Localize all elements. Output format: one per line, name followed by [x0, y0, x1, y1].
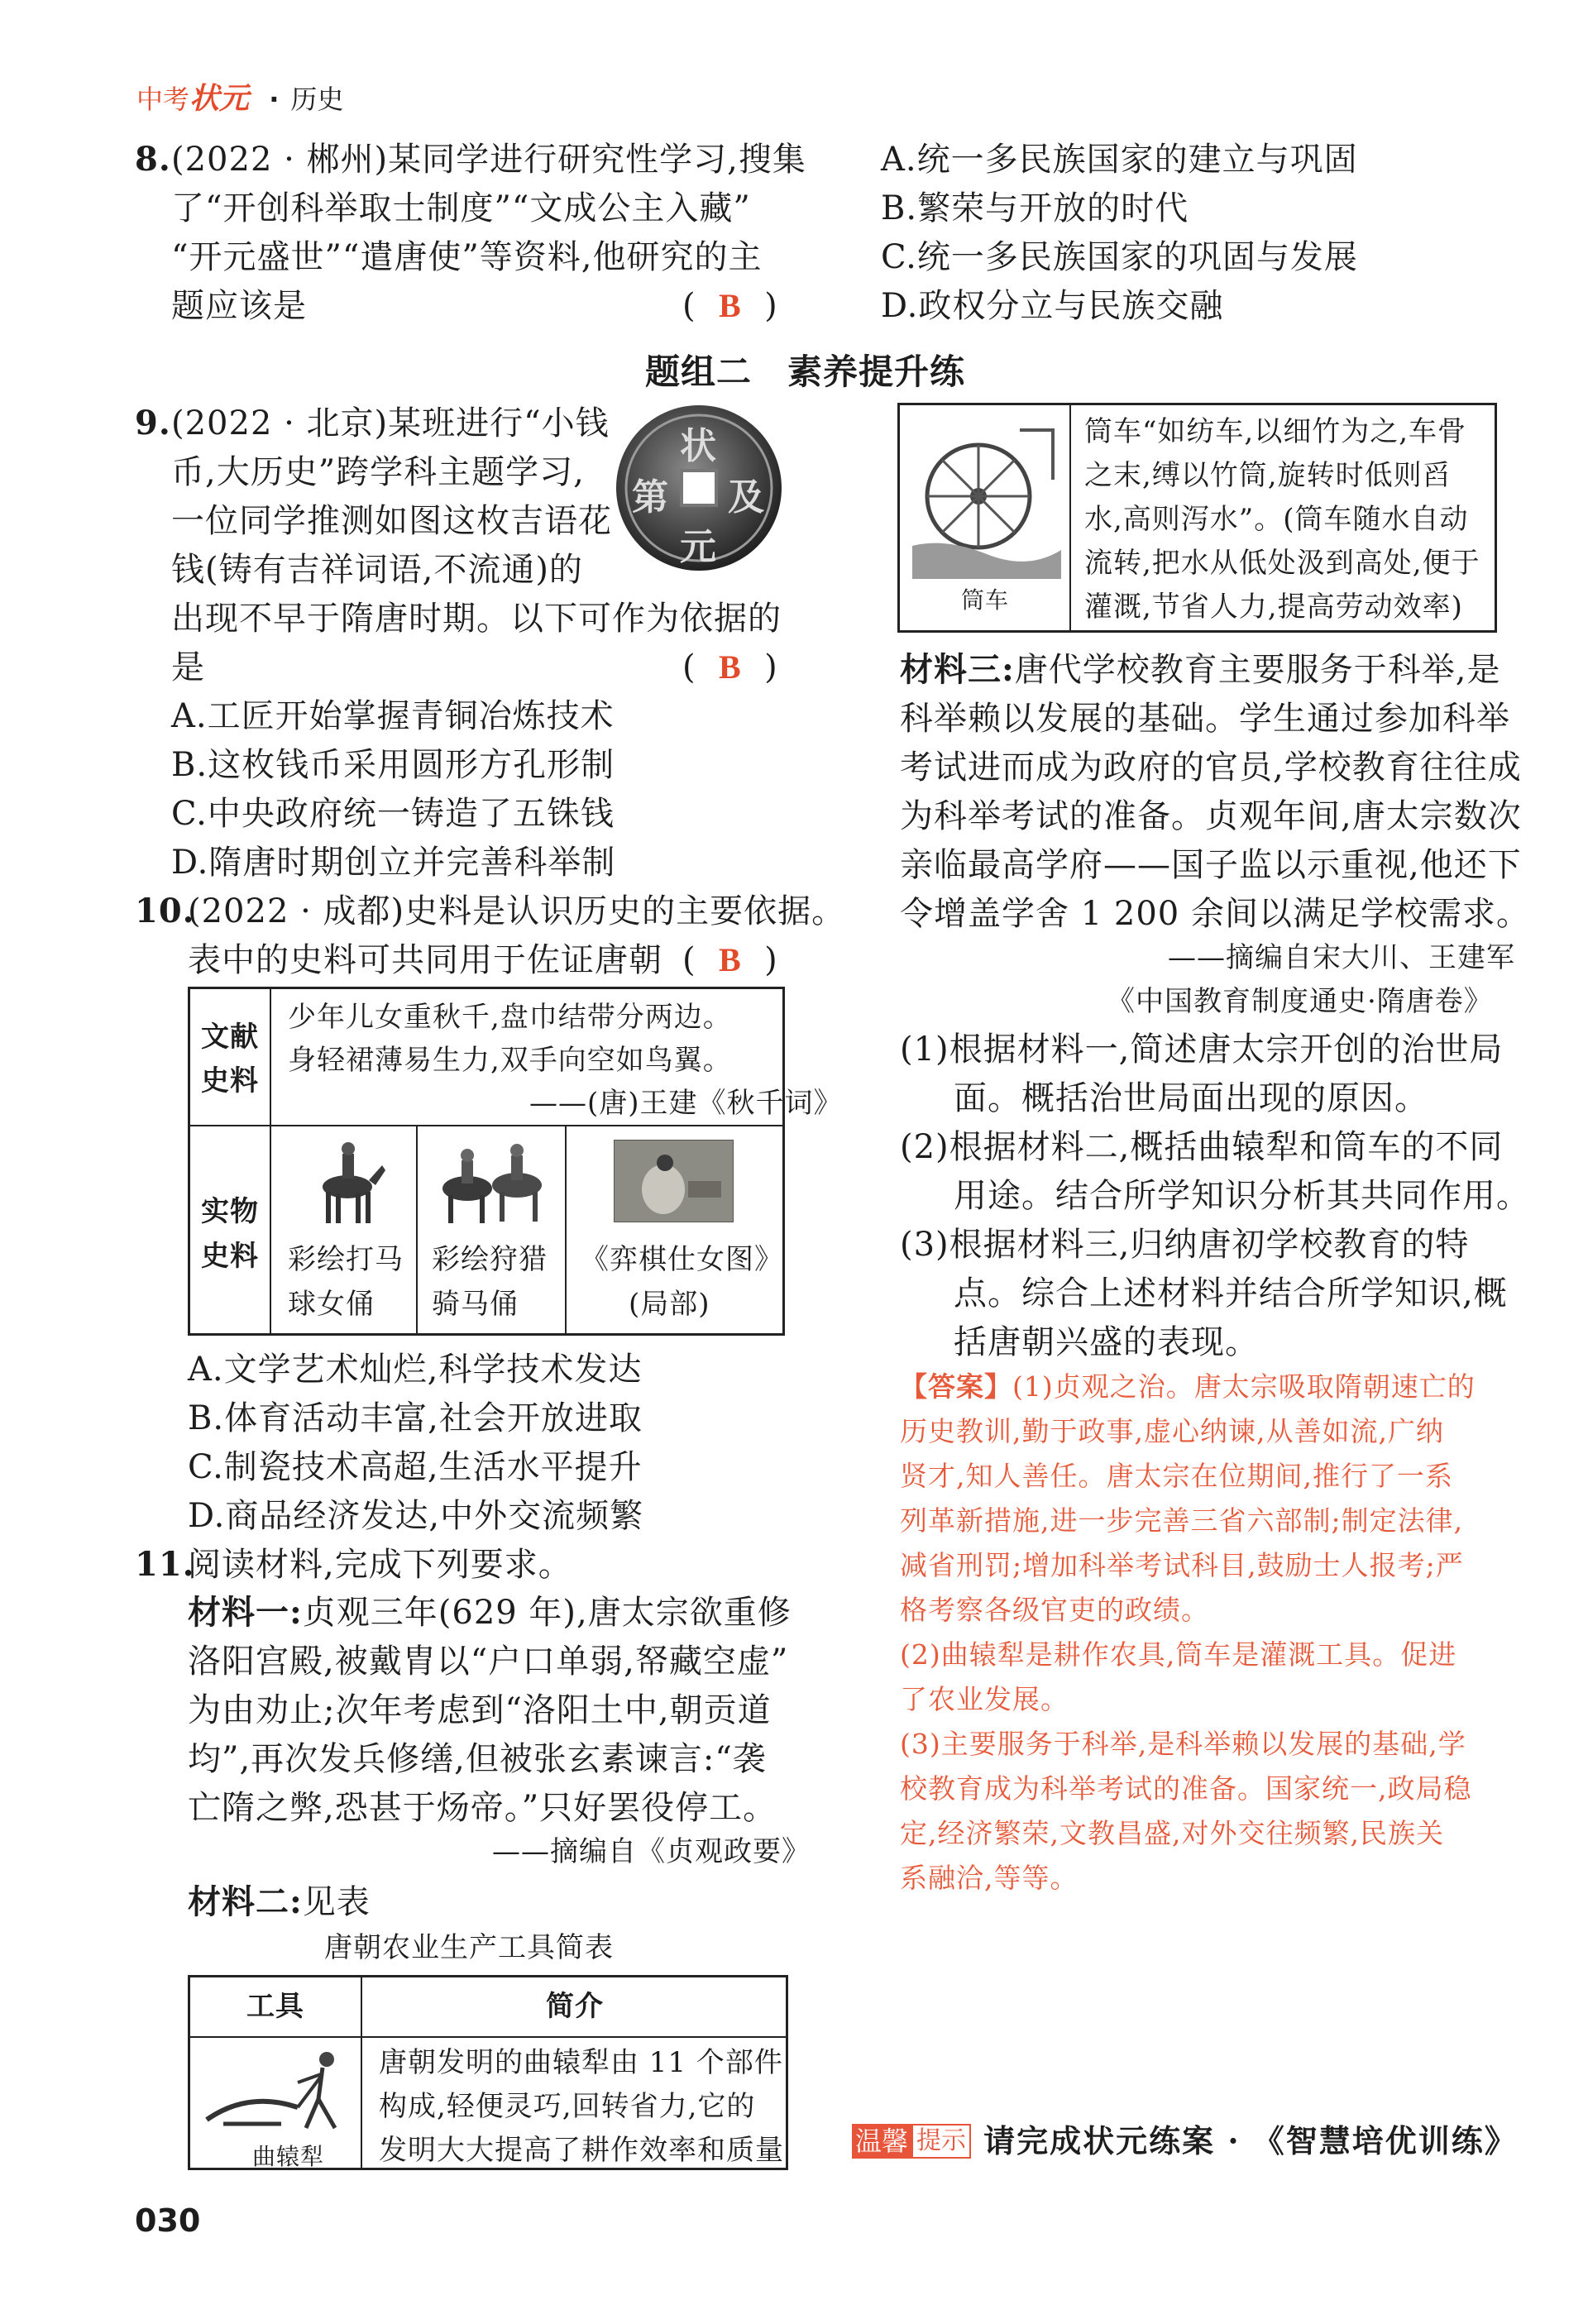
q11-answer-line-6: 格考察各级官吏的政绩。 [900, 1594, 1209, 1626]
q10-answer-bracket: ( B ) [682, 941, 778, 979]
q9-answer-bracket: ( B ) [682, 648, 778, 686]
q10-row2-label-2: 史料 [201, 1240, 259, 1273]
q10-row1-label-2: 史料 [201, 1064, 259, 1097]
q10-poem-line-1: 少年儿女重秋千,盘巾结带分两边。 [288, 1001, 732, 1034]
q11-m2-line [188, 1882, 371, 1921]
q9-number: 9. [135, 404, 171, 442]
q8-option-d: D.政权分立与民族交融 [881, 287, 1224, 325]
q10-option-b: B.体育活动丰富,社会开放进取 [188, 1399, 643, 1437]
tip-badge-a: 温馨 [852, 2124, 911, 2159]
q11-answer-line-11: 定,经济繁荣,文教昌盛,对外交往频繁,民族关 [900, 1817, 1444, 1849]
water-wheel-desc-2: 之末,缚以竹筒,旋转时低则舀 [1084, 459, 1452, 492]
q10-line-2: 表中的史料可共同用于佐证唐朝 [188, 941, 662, 979]
q9-option-a: A.工匠开始掌握青铜冶炼技术 [171, 697, 615, 735]
q11-answer-line-7: (2)曲辕犁是耕作农具,筒车是灌溉工具。促进 [900, 1638, 1457, 1671]
table-divider [361, 1975, 362, 2170]
q11-m3-line-4: 为科举考试的准备。贞观年间,唐太宗数次 [900, 797, 1522, 835]
curved-plow-desc-3: 发明大大提高了耕作效率和质量 [379, 2134, 784, 2167]
q11-m1-line-3: 为由劝止;次年考虑到“洛阳土中,朝贡道 [188, 1691, 772, 1729]
coin-char-bottom: 元 [680, 526, 716, 568]
q11-intro: 阅读材料,完成下列要求。 [188, 1546, 572, 1584]
q11-answer-line-1 [900, 1370, 1476, 1403]
brand-prefix: 中考 [136, 84, 190, 115]
q11-sub2-line-2: 用途。结合所学知识分析其共同作用。 [954, 1177, 1530, 1215]
q11-m1-text-1: 贞观三年(629 年),唐太宗欲重修 [302, 1594, 792, 1632]
header-dot: · [269, 84, 280, 115]
q11-m1-line-5: 亡隋之弊,恐甚于炀帝。”只好罢役停工。 [188, 1789, 777, 1827]
q9-line-2: 币,大历史”跨学科主题学习, [171, 453, 585, 491]
tip-text: 请完成状元练案 · 《智慧培优训练》 [983, 2122, 1518, 2159]
q11-m2-table-title: 唐朝农业生产工具简表 [324, 1931, 614, 1964]
q10-row1-label-1: 文献 [201, 1021, 259, 1054]
coin-char-left: 第 [632, 476, 668, 519]
q11-m1-line-2: 洛阳宫殿,被戴胄以“户口单弱,帑藏空虚” [188, 1643, 789, 1681]
brand-mark: 状元 [189, 82, 250, 116]
footer-tip [852, 2124, 1518, 2162]
q10-item-3-caption-2: (局部) [629, 1288, 710, 1321]
page-header [136, 83, 343, 116]
q9-line-4: 钱(铸有吉祥词语,不流通)的 [171, 551, 583, 589]
q10-poem-line-2: 身轻裙薄易生力,双手向空如鸟翼。 [288, 1044, 732, 1077]
q11-answer-line-2: 历史教训,勤于政事,虚心纳谏,从善如流,广纳 [900, 1415, 1444, 1447]
q9-line-6: 是 [171, 648, 205, 686]
q11-m2-text: 见表 [302, 1883, 371, 1921]
q11-number: 11. [135, 1545, 195, 1584]
q10-option-a: A.文学艺术灿烂,科学技术发达 [188, 1351, 643, 1389]
q11-answer-line-9: (3)主要服务于科举,是科举赖以发展的基础,学 [900, 1728, 1466, 1760]
q11-answer-text-1: (1)贞观之治。唐太宗吸取隋朝速亡的 [1012, 1370, 1476, 1403]
q10-number: 10. [135, 892, 195, 930]
q10-item-2-caption-1: 彩绘狩猎 [432, 1243, 548, 1276]
q11-m3-line-2: 科举赖以发展的基础。学生通过参加科举 [900, 700, 1510, 738]
q10-item-2-caption-2: 骑马俑 [432, 1288, 519, 1321]
table-divider [416, 1125, 418, 1336]
q11-m1-line-1 [188, 1593, 792, 1632]
q10-item-1-caption-2: 球女俑 [288, 1288, 375, 1321]
q11-m1-source: ——摘编自《贞观政要》 [492, 1835, 811, 1868]
q10-row2-label-1: 实物 [201, 1195, 259, 1228]
q11-sub3-line-1: (3)根据材料三,归纳唐初学校教育的特 [900, 1226, 1470, 1264]
water-wheel-desc-5: 灌溉,节省人力,提高劳动效率) [1084, 591, 1463, 624]
q11-m3-source-1: ——摘编自宋大川、王建军 [1168, 941, 1515, 974]
q8-line-3: “开元盛世”“遣唐使”等资料,他研究的主 [171, 238, 763, 276]
q10-answer: B [719, 941, 742, 978]
weiqi-lady-painting-image [614, 1140, 734, 1222]
q9-option-c: C.中央政府统一铸造了五铢钱 [171, 795, 615, 833]
curved-plow-image [198, 2041, 356, 2136]
water-wheel-desc-4: 流转,把水从低处汲到高处,便于 [1084, 547, 1480, 580]
q11-m1-label: 材料一: [188, 1593, 303, 1632]
header-subject: 历史 [290, 84, 344, 115]
tools-table-head-intro: 简介 [546, 1990, 604, 2023]
q11-answer-line-5: 减省刑罚;增加科举考试科目,鼓励士人报考;严 [900, 1549, 1464, 1581]
q11-m3-source-2: 《中国教育制度通史·隋唐卷》 [1107, 985, 1493, 1018]
tools-table-head-tool: 工具 [246, 1990, 304, 2023]
q11-m3-line-3: 考试进而成为政府的官员,学校教育往往成 [900, 748, 1522, 787]
q11-answer-label: 【答案】 [900, 1370, 1012, 1403]
q8-option-a: A.统一多民族国家的建立与巩固 [881, 141, 1358, 179]
section-title: 题组二 素养提升练 [645, 351, 966, 392]
coin-char-top: 状 [680, 425, 716, 467]
q8-number: 8. [135, 140, 171, 179]
tip-badge-b: 提示 [911, 2124, 971, 2159]
coin-char-right: 及 [728, 476, 764, 519]
table-divider [270, 987, 271, 1336]
q11-m3-line-6: 令增盖学舍 1 200 余间以满足学校需求。 [900, 895, 1530, 933]
q11-sub3-line-2: 点。综合上述材料并结合所学知识,概 [954, 1274, 1508, 1313]
table-divider [188, 2036, 788, 2038]
polo-rider-figurine-image [306, 1137, 389, 1228]
q11-sub2-line-1: (2)根据材料二,概括曲辕犁和筒车的不同 [900, 1128, 1504, 1166]
q9-option-d: D.隋唐时期创立并完善科举制 [171, 844, 616, 882]
coin-image [612, 401, 786, 575]
q11-m3-text-1: 唐代学校教育主要服务于科举,是 [1014, 651, 1501, 689]
q10-item-1-caption-1: 彩绘打马 [288, 1243, 404, 1276]
curved-plow-caption: 曲辕犁 [252, 2143, 325, 2170]
q11-answer-line-12: 系融洽,等等。 [900, 1862, 1079, 1894]
q9-line-1: (2022 · 北京)某班进行“小钱 [171, 404, 610, 442]
q11-answer-line-4: 列革新措施,进一步完善三省六部制;制定法律, [900, 1504, 1464, 1537]
q11-m3-line-1 [900, 650, 1501, 689]
table-divider [1069, 403, 1071, 633]
q11-answer-line-3: 贤才,知人善任。唐太宗在位期间,推行了一系 [900, 1460, 1453, 1492]
q9-line-3: 一位同学推测如图这枚吉语花 [171, 502, 612, 540]
q8-option-b: B.繁荣与开放的时代 [881, 189, 1189, 227]
q8-answer-bracket: ( B ) [682, 287, 778, 325]
q9-line-5: 出现不早于隋唐时期。以下可作为依据的 [171, 600, 782, 638]
q10-item-3-caption-1: 《弈棋仕女图》 [581, 1243, 783, 1276]
q10-option-d: D.商品经济发达,中外交流频繁 [188, 1497, 644, 1535]
q11-m1-line-4: 均”,再次发兵修缮,但被张玄素谏言:“袭 [188, 1740, 767, 1778]
q8-answer: B [719, 287, 742, 324]
table-divider [565, 1125, 567, 1336]
table-divider [188, 1125, 785, 1126]
q11-sub1-line-2: 面。概括治世局面出现的原因。 [954, 1079, 1428, 1117]
q8-line-4: 题应该是 [171, 287, 307, 325]
q11-m3-line-5: 亲临最高学府——国子监以示重视,他还下 [900, 846, 1522, 884]
q10-option-c: C.制瓷技术高超,生活水平提升 [188, 1448, 643, 1486]
curved-plow-desc-2: 构成,轻便灵巧,回转省力,它的 [379, 2090, 756, 2123]
q11-answer-line-10: 校教育成为科举考试的准备。国家统一,政局稳 [900, 1772, 1472, 1805]
q8-line-2: 了“开创科举取士制度”“文成公主入藏” [171, 189, 751, 227]
q10-poem-source: ——(唐)王建《秋千词》 [529, 1087, 843, 1120]
q8-line-1: (2022 · 郴州)某同学进行研究性学习,搜集 [171, 141, 806, 179]
water-wheel-desc-3: 水,高则泻水”。(筒车随水自动 [1084, 503, 1469, 536]
q9-option-b: B.这枚钱币采用圆形方孔形制 [171, 746, 615, 784]
q11-sub3-line-3: 括唐朝兴盛的表现。 [954, 1323, 1259, 1361]
q8-option-c: C.统一多民族国家的巩固与发展 [881, 238, 1358, 276]
water-wheel-caption: 筒车 [961, 586, 1010, 614]
q9-answer: B [719, 648, 742, 686]
q11-sub1-line-1: (1)根据材料一,简述唐太宗开创的治世局 [900, 1030, 1504, 1069]
hunting-rider-figurine-image [430, 1137, 554, 1228]
q11-answer-line-8: 了农业发展。 [900, 1683, 1069, 1715]
q11-m3-label: 材料三: [900, 650, 1015, 689]
curved-plow-desc-1: 唐朝发明的曲辕犁由 11 个部件 [379, 2046, 783, 2079]
water-wheel-image [912, 414, 1061, 579]
q11-m2-label: 材料二: [188, 1882, 303, 1921]
water-wheel-desc-1: 筒车“如纺车,以细竹为之,车骨 [1084, 415, 1466, 448]
q10-line-1: (2022 · 成都)史料是认识历史的主要依据。 [188, 892, 846, 930]
page-number: 030 [135, 2202, 201, 2239]
